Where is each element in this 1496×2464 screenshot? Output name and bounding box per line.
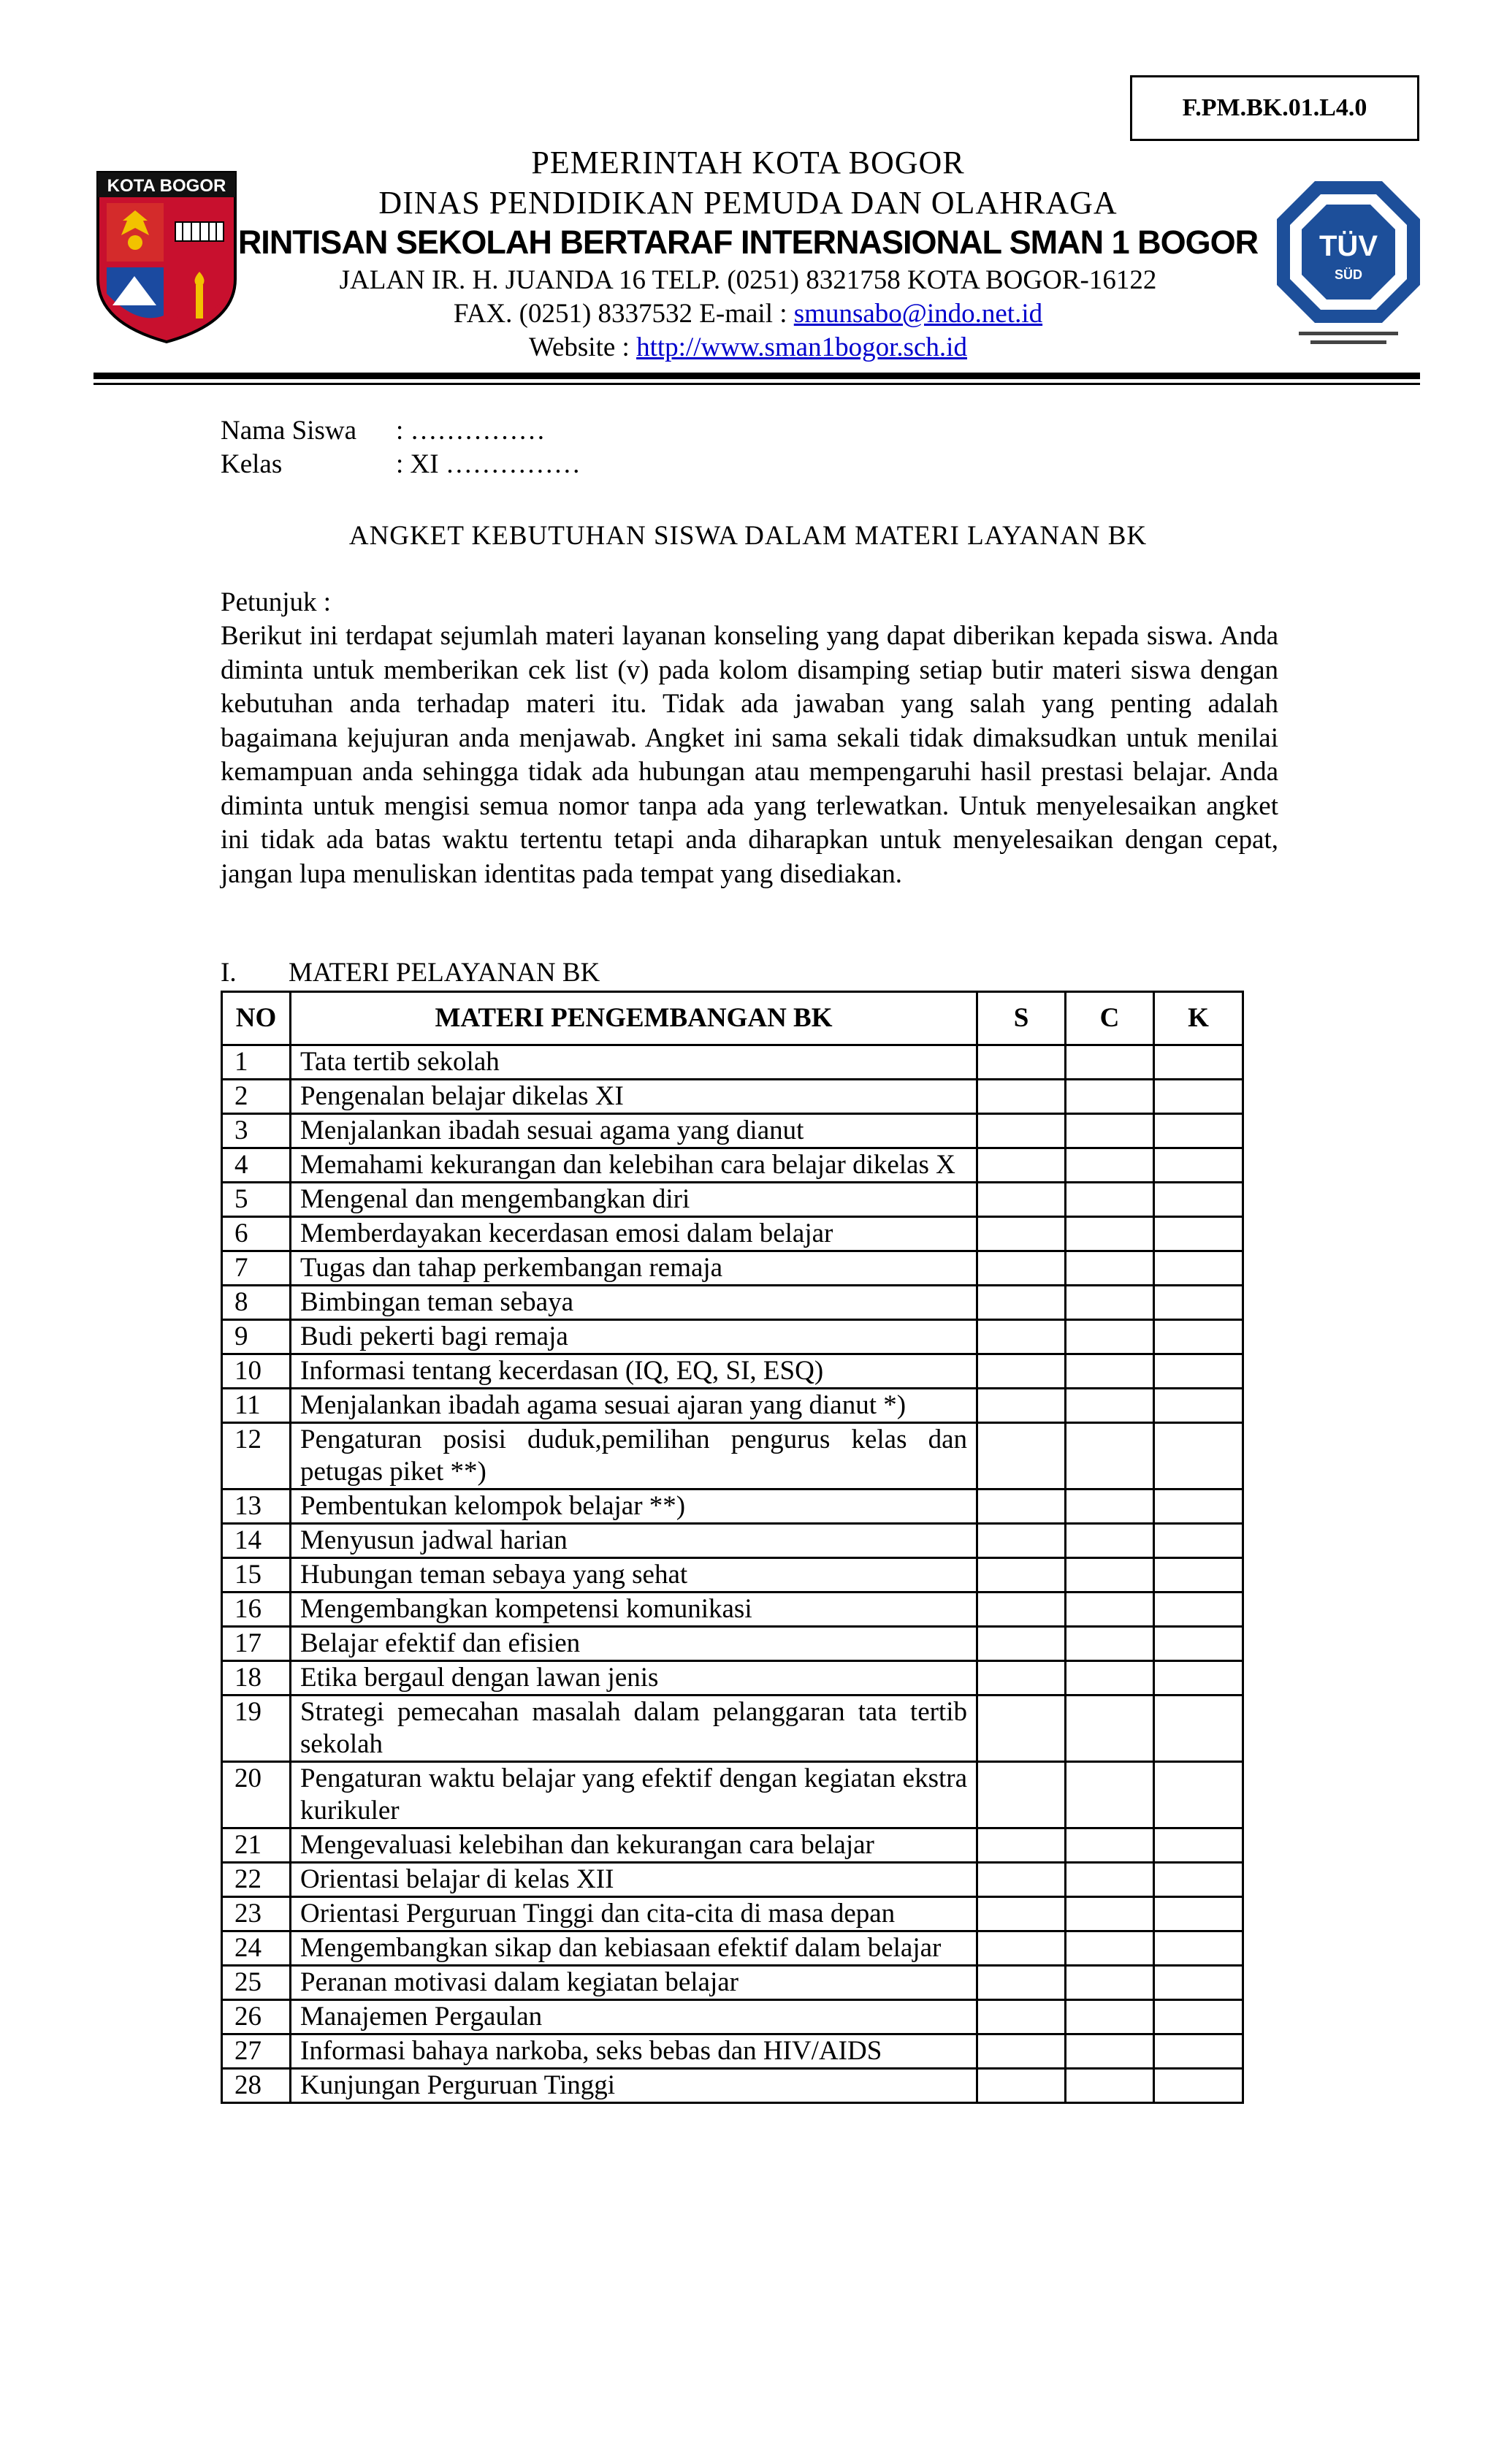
- checkbox-cell-c[interactable]: [1066, 1828, 1154, 1863]
- row-materi: Budi pekerti bagi remaja: [291, 1320, 977, 1354]
- row-materi: Mengembangkan kompetensi komunikasi: [291, 1593, 977, 1627]
- form-code-box: [1130, 75, 1419, 141]
- checkbox-cell-s[interactable]: [977, 1389, 1066, 1423]
- checkbox-cell-s[interactable]: [977, 1966, 1066, 2000]
- row-number: 13: [222, 1490, 291, 1524]
- row-materi: Hubungan teman sebaya yang sehat: [291, 1558, 977, 1593]
- row-number: 25: [222, 1966, 291, 2000]
- table-row: [222, 1183, 1243, 1217]
- table-row: [222, 1114, 1243, 1148]
- checkbox-cell-s[interactable]: [977, 1114, 1066, 1148]
- checkbox-cell-s[interactable]: [977, 1286, 1066, 1320]
- checkbox-cell-s[interactable]: [977, 1828, 1066, 1863]
- checkbox-cell-c[interactable]: [1066, 1217, 1154, 1251]
- row-materi: Strategi pemecahan masalah dalam pelanggaran tata tertib sekolah: [291, 1696, 977, 1762]
- table-row: [222, 1148, 1243, 1183]
- student-name-value[interactable]: : ……………: [396, 416, 546, 446]
- row-materi: Pembentukan kelompok belajar **): [291, 1490, 977, 1524]
- checkbox-cell-k[interactable]: [1154, 1558, 1243, 1593]
- checkbox-cell-s[interactable]: [977, 1183, 1066, 1217]
- table-row: [222, 1320, 1243, 1354]
- row-materi: Tugas dan tahap perkembangan remaja: [291, 1251, 977, 1286]
- header-address: JALAN IR. H. JUANDA 16 TELP. (0251) 8321758 KOTA BOGOR-16122: [339, 265, 1157, 295]
- row-number: 5: [222, 1183, 291, 1217]
- header-website: [0, 332, 1496, 363]
- checkbox-cell-c[interactable]: [1066, 1148, 1154, 1183]
- row-number: 10: [222, 1354, 291, 1389]
- row-materi: Informasi bahaya narkoba, seks bebas dan HIV/AIDS: [291, 2034, 977, 2069]
- row-number: 19: [222, 1696, 291, 1762]
- checkbox-cell-c[interactable]: [1066, 1389, 1154, 1423]
- table-row: [222, 1696, 1243, 1762]
- checkbox-cell-k[interactable]: [1154, 1524, 1243, 1558]
- header-department: DINAS PENDIDIKAN PEMUDA DAN OLAHRAGA: [378, 185, 1118, 221]
- website-label: Website :: [529, 332, 637, 362]
- checkbox-cell-s[interactable]: [977, 1148, 1066, 1183]
- table-row: [222, 2000, 1243, 2034]
- checkbox-cell-k[interactable]: [1154, 1490, 1243, 1524]
- checkbox-cell-c[interactable]: [1066, 1320, 1154, 1354]
- fax-label: FAX. (0251) 8337532 E-mail :: [453, 299, 794, 329]
- checkbox-cell-k[interactable]: [1154, 1217, 1243, 1251]
- table-row: [222, 1251, 1243, 1286]
- row-number: 26: [222, 2000, 291, 2034]
- checkbox-cell-c[interactable]: [1066, 1183, 1154, 1217]
- row-number: 4: [222, 1148, 291, 1183]
- section-number: I.: [221, 958, 237, 988]
- row-materi: Peranan motivasi dalam kegiatan belajar: [291, 1966, 977, 2000]
- checkbox-cell-c[interactable]: [1066, 1696, 1154, 1762]
- checkbox-cell-k[interactable]: [1154, 2000, 1243, 2034]
- row-materi: Kunjungan Perguruan Tinggi: [291, 2069, 977, 2103]
- row-materi: Menjalankan ibadah agama sesuai ajaran yang dianut *): [291, 1389, 977, 1423]
- row-number: 9: [222, 1320, 291, 1354]
- checkbox-cell-k[interactable]: [1154, 1966, 1243, 2000]
- row-materi: Menyusun jadwal harian: [291, 1524, 977, 1558]
- checkbox-cell-c[interactable]: [1066, 1661, 1154, 1696]
- checkbox-cell-c[interactable]: [1066, 1897, 1154, 1931]
- checkbox-cell-k[interactable]: [1154, 1320, 1243, 1354]
- checkbox-cell-s[interactable]: [977, 1423, 1066, 1490]
- checkbox-cell-k[interactable]: [1154, 1080, 1243, 1114]
- table-row: [222, 1863, 1243, 1897]
- form-code: F.PM.BK.01.L4.0: [1182, 94, 1367, 121]
- row-materi: Memahami kekurangan dan kelebihan cara belajar dikelas X: [291, 1148, 977, 1183]
- table-row: [222, 1217, 1243, 1251]
- checkbox-cell-k[interactable]: [1154, 1354, 1243, 1389]
- row-materi: Mengembangkan sikap dan kebiasaan efektif dalam belajar: [291, 1931, 977, 1966]
- checkbox-cell-k[interactable]: [1154, 1251, 1243, 1286]
- student-name-field: [221, 415, 546, 446]
- checkbox-cell-k[interactable]: [1154, 1863, 1243, 1897]
- checkbox-cell-k[interactable]: [1154, 1423, 1243, 1490]
- row-materi: Menjalankan ibadah sesuai agama yang dianut: [291, 1114, 977, 1148]
- checkbox-cell-k[interactable]: [1154, 1045, 1243, 1080]
- checkbox-cell-k[interactable]: [1154, 1897, 1243, 1931]
- header-school-name: RINTISAN SEKOLAH BERTARAF INTERNASIONAL SMAN 1 BOGOR: [237, 224, 1259, 261]
- student-class-label: Kelas: [221, 449, 283, 479]
- checkbox-cell-s[interactable]: [977, 1661, 1066, 1696]
- checkbox-cell-k[interactable]: [1154, 2034, 1243, 2069]
- checkbox-cell-s[interactable]: [977, 1251, 1066, 1286]
- row-number: 18: [222, 1661, 291, 1696]
- checkbox-cell-s[interactable]: [977, 1558, 1066, 1593]
- table-row: [222, 1490, 1243, 1524]
- checkbox-cell-c[interactable]: [1066, 2034, 1154, 2069]
- tuv-logo-text: TÜV: [1319, 230, 1378, 262]
- checkbox-cell-s[interactable]: [977, 1354, 1066, 1389]
- checkbox-cell-k[interactable]: [1154, 1593, 1243, 1627]
- table-row: [222, 1931, 1243, 1966]
- checkbox-cell-s[interactable]: [977, 2069, 1066, 2103]
- checkbox-cell-c[interactable]: [1066, 2000, 1154, 2034]
- table-row: [222, 1661, 1243, 1696]
- checkbox-cell-c[interactable]: [1066, 1490, 1154, 1524]
- row-materi: Pengenalan belajar dikelas XI: [291, 1080, 977, 1114]
- row-number: 23: [222, 1897, 291, 1931]
- table-row: [222, 1897, 1243, 1931]
- row-number: 14: [222, 1524, 291, 1558]
- checkbox-cell-c[interactable]: [1066, 1114, 1154, 1148]
- table-row: [222, 1762, 1243, 1828]
- checkbox-cell-s[interactable]: [977, 1524, 1066, 1558]
- checkbox-cell-s[interactable]: [977, 1593, 1066, 1627]
- row-number: 15: [222, 1558, 291, 1593]
- student-class-field: [221, 449, 581, 480]
- checkbox-cell-k[interactable]: [1154, 1389, 1243, 1423]
- email-link[interactable]: smunsabo@indo.net.id: [793, 299, 1043, 329]
- table-row: [222, 2069, 1243, 2103]
- row-materi: Mengevaluasi kelebihan dan kekurangan cara belajar: [291, 1828, 977, 1863]
- checkbox-cell-k[interactable]: [1154, 1627, 1243, 1661]
- row-number: 12: [222, 1423, 291, 1490]
- row-materi: Pengaturan waktu belajar yang efektif dengan kegiatan ekstra kurikuler: [291, 1762, 977, 1828]
- checkbox-cell-k[interactable]: [1154, 1696, 1243, 1762]
- header-k: K: [1154, 992, 1243, 1045]
- row-number: 28: [222, 2069, 291, 2103]
- checkbox-cell-c[interactable]: [1066, 1045, 1154, 1080]
- instructions-text: Berikut ini terdapat sejumlah materi layanan konseling yang dapat diberikan kepada siswa. Anda diminta untuk memberikan cek list (v) pada kolom disamping setiap butir materi siswa dengan kebutuhan anda terhadap materi itu. Tidak ada jawaban yang salah yang penting adalah bagaimana kejujuran anda menjawab. Angket ini sama sekali tidak dimaksudkan untuk menilai kemampuan anda sehingga tidak ada hubungan atau mempengaruhi hasil prestasi belajar. Anda diminta untuk mengisi semua nomor tanpa ada yang terlewatkan. Untuk menyelesaikan angket ini tidak ada batas waktu tertentu tetapi anda diharapkan untuk menyelesaikan dengan cepat, jangan lupa menuliskan identitas pada tempat yang disediakan.: [221, 621, 1278, 889]
- row-materi: Belajar efektif dan efisien: [291, 1627, 977, 1661]
- checkbox-cell-s[interactable]: [977, 1762, 1066, 1828]
- checkbox-cell-s[interactable]: [977, 1490, 1066, 1524]
- checkbox-cell-c[interactable]: [1066, 1558, 1154, 1593]
- checkbox-cell-s[interactable]: [977, 1627, 1066, 1661]
- student-name-label: Nama Siswa: [221, 416, 356, 446]
- table-row: [222, 1966, 1243, 2000]
- checkbox-cell-s[interactable]: [977, 1217, 1066, 1251]
- checkbox-cell-s[interactable]: [977, 1863, 1066, 1897]
- checkbox-cell-k[interactable]: [1154, 1148, 1243, 1183]
- row-materi: Memberdayakan kecerdasan emosi dalam belajar: [291, 1217, 977, 1251]
- header-government: PEMERINTAH KOTA BOGOR: [531, 145, 965, 180]
- row-number: 11: [222, 1389, 291, 1423]
- checkbox-cell-s[interactable]: [977, 1696, 1066, 1762]
- materi-table: [221, 991, 1244, 2104]
- checkbox-cell-k[interactable]: [1154, 1286, 1243, 1320]
- row-materi: Orientasi Perguruan Tinggi dan cita-cita di masa depan: [291, 1897, 977, 1931]
- table-row: [222, 1080, 1243, 1114]
- table-row: [222, 1389, 1243, 1423]
- checkbox-cell-s[interactable]: [977, 2034, 1066, 2069]
- checkbox-cell-c[interactable]: [1066, 1966, 1154, 2000]
- checkbox-cell-c[interactable]: [1066, 1251, 1154, 1286]
- table-row: [222, 1558, 1243, 1593]
- header-fax-email: [0, 298, 1496, 329]
- website-link[interactable]: http://www.sman1bogor.sch.id: [636, 332, 967, 362]
- checkbox-cell-s[interactable]: [977, 2000, 1066, 2034]
- header-no: NO: [222, 992, 291, 1045]
- checkbox-cell-c[interactable]: [1066, 1524, 1154, 1558]
- checkbox-cell-c[interactable]: [1066, 1423, 1154, 1490]
- table-row: [222, 1593, 1243, 1627]
- student-class-value[interactable]: : XI ……………: [396, 449, 581, 479]
- row-number: 1: [222, 1045, 291, 1080]
- checkbox-cell-c[interactable]: [1066, 1762, 1154, 1828]
- checkbox-cell-s[interactable]: [977, 1320, 1066, 1354]
- checkbox-cell-c[interactable]: [1066, 2069, 1154, 2103]
- row-materi: Mengenal dan mengembangkan diri: [291, 1183, 977, 1217]
- table-header-row: [222, 992, 1243, 1045]
- checkbox-cell-k[interactable]: [1154, 1762, 1243, 1828]
- row-number: 24: [222, 1931, 291, 1966]
- table-row: [222, 1045, 1243, 1080]
- header-materi: MATERI PENGEMBANGAN BK: [291, 992, 977, 1045]
- kota-bogor-logo-text: KOTA BOGOR: [107, 176, 226, 196]
- row-number: 27: [222, 2034, 291, 2069]
- row-number: 2: [222, 1080, 291, 1114]
- sud-logo-text: SÜD: [1334, 267, 1363, 282]
- row-number: 17: [222, 1627, 291, 1661]
- row-number: 8: [222, 1286, 291, 1320]
- instructions-label: Petunjuk :: [221, 587, 332, 617]
- checkbox-cell-k[interactable]: [1154, 1661, 1243, 1696]
- checkbox-cell-c[interactable]: [1066, 1863, 1154, 1897]
- row-number: 20: [222, 1762, 291, 1828]
- document-title: ANGKET KEBUTUHAN SISWA DALAM MATERI LAYANAN BK: [348, 521, 1148, 551]
- section-title: MATERI PELAYANAN BK: [289, 958, 600, 988]
- row-materi: Informasi tentang kecerdasan (IQ, EQ, SI, ESQ): [291, 1354, 977, 1389]
- row-materi: Etika bergaul dengan lawan jenis: [291, 1661, 977, 1696]
- row-number: 16: [222, 1593, 291, 1627]
- checkbox-cell-c[interactable]: [1066, 1931, 1154, 1966]
- checkbox-cell-c[interactable]: [1066, 1627, 1154, 1661]
- checkbox-cell-k[interactable]: [1154, 1931, 1243, 1966]
- row-materi: Orientasi belajar di kelas XII: [291, 1863, 977, 1897]
- table-row: [222, 2034, 1243, 2069]
- row-materi: Tata tertib sekolah: [291, 1045, 977, 1080]
- row-number: 22: [222, 1863, 291, 1897]
- checkbox-cell-c[interactable]: [1066, 1593, 1154, 1627]
- header-s: S: [977, 992, 1066, 1045]
- section-heading: [221, 957, 600, 988]
- header-rule-thin: [94, 383, 1420, 385]
- row-materi: Manajemen Pergaulan: [291, 2000, 977, 2034]
- checkbox-cell-k[interactable]: [1154, 1828, 1243, 1863]
- table-row: [222, 1286, 1243, 1320]
- row-number: 7: [222, 1251, 291, 1286]
- table-row: [222, 1627, 1243, 1661]
- row-number: 3: [222, 1114, 291, 1148]
- checkbox-cell-s[interactable]: [977, 1080, 1066, 1114]
- checkbox-cell-s[interactable]: [977, 1045, 1066, 1080]
- checkbox-cell-k[interactable]: [1154, 2069, 1243, 2103]
- header-c: C: [1066, 992, 1154, 1045]
- table-row: [222, 1828, 1243, 1863]
- checkbox-cell-c[interactable]: [1066, 1286, 1154, 1320]
- checkbox-cell-s[interactable]: [977, 1931, 1066, 1966]
- row-materi: Bimbingan teman sebaya: [291, 1286, 977, 1320]
- row-number: 21: [222, 1828, 291, 1863]
- checkbox-cell-k[interactable]: [1154, 1114, 1243, 1148]
- row-number: 6: [222, 1217, 291, 1251]
- row-materi: Pengaturan posisi duduk,pemilihan pengurus kelas dan petugas piket **): [291, 1423, 977, 1490]
- checkbox-cell-s[interactable]: [977, 1897, 1066, 1931]
- table-row: [222, 1423, 1243, 1490]
- table-row: [222, 1524, 1243, 1558]
- checkbox-cell-c[interactable]: [1066, 1080, 1154, 1114]
- checkbox-cell-k[interactable]: [1154, 1183, 1243, 1217]
- header-rule-thick: [94, 373, 1420, 379]
- checkbox-cell-c[interactable]: [1066, 1354, 1154, 1389]
- table-row: [222, 1354, 1243, 1389]
